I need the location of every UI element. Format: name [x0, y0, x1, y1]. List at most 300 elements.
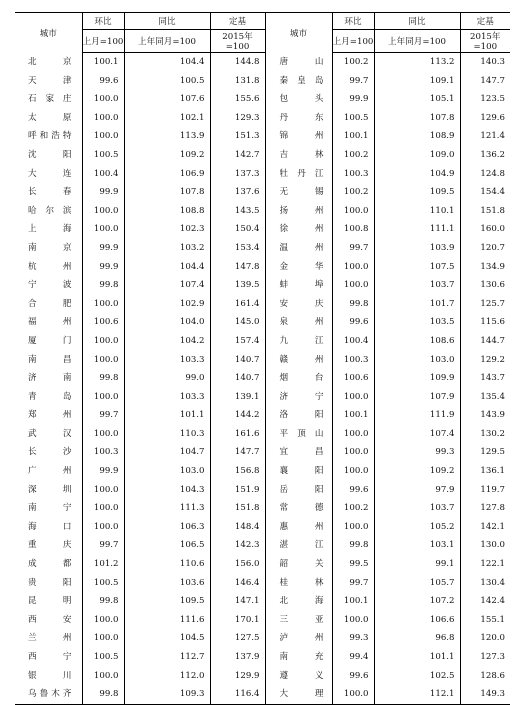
- left-base-cell: 161.6: [210, 425, 265, 444]
- right-city-cell: 常 德: [265, 499, 332, 518]
- table-row: [15, 90, 510, 109]
- right-yoy-cell: 107.5: [374, 258, 460, 277]
- right-city-cell: 惠 州: [265, 518, 332, 537]
- left-city-cell: 乌鲁木齐: [15, 685, 82, 704]
- left-base-cell: 146.4: [210, 574, 265, 593]
- left-yoy-cell: 104.0: [124, 313, 210, 332]
- right-city-cell: 湛 江: [265, 536, 332, 555]
- right-base-cell: 120.7: [460, 239, 510, 258]
- right-base-cell: 129.2: [460, 351, 510, 370]
- right-yoy-cell: 104.9: [374, 165, 460, 184]
- right-city-cell: 桂 林: [265, 574, 332, 593]
- left-base-cell: 140.7: [210, 369, 265, 388]
- left-city-cell: 西 安: [15, 611, 82, 630]
- left-mom-cell: 100.0: [93, 521, 119, 532]
- left-city-cell: 大 连: [15, 165, 82, 184]
- left-city-cell: 银 川: [15, 667, 82, 686]
- right-mom-cell: 99.4: [349, 652, 369, 662]
- right-mom-cell: 100.0: [343, 391, 369, 402]
- left-city-cell: 武 汉: [15, 425, 82, 444]
- header-base-sub-right: 2015年=100: [460, 30, 510, 53]
- right-mom-cell: 100.0: [343, 466, 369, 477]
- left-base-cell: 129.3: [210, 109, 265, 128]
- left-mom-cell: 100.0: [93, 614, 119, 625]
- table-row: [15, 443, 510, 462]
- header-base-left: 定基: [210, 13, 265, 30]
- right-city-cell: 温 州: [265, 239, 332, 258]
- left-base-cell: 144.2: [210, 406, 265, 425]
- left-base-cell: 142.7: [210, 146, 265, 165]
- right-base-cell: 119.7: [460, 481, 510, 500]
- left-base-cell: 137.6: [210, 183, 265, 202]
- table-row: [15, 499, 510, 518]
- right-mom-cell: 99.8: [349, 540, 369, 551]
- left-yoy-cell: 102.3: [124, 220, 210, 239]
- right-base-cell: 130.4: [460, 574, 510, 593]
- right-yoy-cell: 108.6: [374, 332, 460, 351]
- right-base-cell: 143.7: [460, 369, 510, 388]
- table-row: [15, 109, 510, 128]
- left-base-cell: 142.3: [210, 536, 265, 555]
- right-city-cell: 安 庆: [265, 295, 332, 314]
- left-city-cell: 长 沙: [15, 443, 82, 462]
- right-yoy-cell: 113.2: [374, 53, 460, 72]
- left-yoy-cell: 102.9: [124, 295, 210, 314]
- left-city-cell: 福 州: [15, 313, 82, 332]
- left-base-cell: 140.7: [210, 351, 265, 370]
- left-mom-cell: 100.5: [93, 149, 119, 160]
- right-yoy-cell: 107.2: [374, 592, 460, 611]
- left-city-cell: 海 口: [15, 518, 82, 537]
- left-mom-cell: 99.9: [99, 187, 119, 198]
- right-base-cell: 129.6: [460, 109, 510, 128]
- left-mom-cell: 100.0: [93, 428, 119, 439]
- right-city-cell: 宜 昌: [265, 443, 332, 462]
- table-row: [15, 295, 510, 314]
- left-yoy-cell: 110.6: [124, 555, 210, 574]
- left-city-cell: 深 圳: [15, 481, 82, 500]
- right-yoy-cell: 112.1: [374, 685, 460, 704]
- left-yoy-cell: 110.3: [124, 425, 210, 444]
- right-city-cell: 锦 州: [265, 127, 332, 146]
- right-base-cell: 115.6: [460, 313, 510, 332]
- right-mom-cell: 100.0: [343, 428, 369, 439]
- right-city-cell: 蚌 埠: [265, 276, 332, 295]
- left-city-cell: 广 州: [15, 462, 82, 481]
- left-city-cell: 天 津: [15, 72, 82, 91]
- right-base-cell: 130.2: [460, 425, 510, 444]
- right-yoy-cell: 110.1: [374, 202, 460, 221]
- right-mom-cell: 99.6: [349, 670, 369, 681]
- table-row: [15, 258, 510, 277]
- table-row: [15, 202, 510, 221]
- left-mom-cell: 100.0: [93, 298, 119, 309]
- left-city-cell: 南 昌: [15, 351, 82, 370]
- right-base-cell: 144.7: [460, 332, 510, 351]
- right-mom-cell: 100.2: [343, 187, 369, 198]
- right-yoy-cell: 103.0: [374, 351, 460, 370]
- left-city-cell: 兰 州: [15, 629, 82, 648]
- header-city-right: 城市: [265, 13, 332, 53]
- table-row: [15, 462, 510, 481]
- left-yoy-cell: 107.8: [124, 183, 210, 202]
- left-city-cell: 长 春: [15, 183, 82, 202]
- right-yoy-cell: 97.9: [374, 481, 460, 500]
- right-mom-cell: 99.6: [349, 317, 369, 328]
- left-base-cell: 151.8: [210, 499, 265, 518]
- right-yoy-cell: 99.1: [374, 555, 460, 574]
- left-base-cell: 156.8: [210, 462, 265, 481]
- right-city-cell: 烟 台: [265, 369, 332, 388]
- left-mom-cell: 101.2: [93, 559, 119, 570]
- right-yoy-cell: 96.8: [374, 629, 460, 648]
- right-yoy-cell: 103.5: [374, 313, 460, 332]
- left-yoy-cell: 106.3: [124, 518, 210, 537]
- left-mom-cell: 100.0: [93, 205, 119, 216]
- right-city-cell: 岳 阳: [265, 481, 332, 500]
- price-index-table: [15, 12, 510, 705]
- left-base-cell: 151.3: [210, 127, 265, 146]
- right-city-cell: 平顶山: [265, 425, 332, 444]
- right-yoy-cell: 103.7: [374, 499, 460, 518]
- right-city-cell: 韶 关: [265, 555, 332, 574]
- left-mom-cell: 99.9: [99, 242, 119, 253]
- right-mom-cell: 99.6: [349, 484, 369, 495]
- left-city-cell: 青 岛: [15, 388, 82, 407]
- right-city-cell: 扬 州: [265, 202, 332, 221]
- left-yoy-cell: 109.5: [124, 592, 210, 611]
- right-yoy-cell: 101.7: [374, 295, 460, 314]
- right-city-cell: 洛 阳: [265, 406, 332, 425]
- left-mom-cell: 100.4: [93, 168, 119, 179]
- right-base-cell: 129.5: [460, 443, 510, 462]
- right-yoy-cell: 105.1: [374, 90, 460, 109]
- right-base-cell: 136.1: [460, 462, 510, 481]
- right-city-cell: 大 理: [265, 685, 332, 704]
- right-mom-cell: 100.6: [343, 373, 369, 384]
- right-city-cell: 泉 州: [265, 313, 332, 332]
- right-base-cell: 124.8: [460, 165, 510, 184]
- right-mom-cell: 100.0: [343, 447, 369, 458]
- left-city-cell: 北 京: [15, 53, 82, 72]
- right-mom-cell: 100.3: [343, 168, 369, 179]
- right-base-cell: 147.7: [460, 72, 510, 91]
- right-mom-cell: 99.3: [349, 633, 369, 644]
- table-row: [15, 555, 510, 574]
- right-city-cell: 北 海: [265, 592, 332, 611]
- left-yoy-cell: 111.3: [124, 499, 210, 518]
- right-city-cell: 包 头: [265, 90, 332, 109]
- left-mom-cell: 99.8: [99, 596, 119, 607]
- table-row: [15, 685, 510, 704]
- right-yoy-cell: 102.5: [374, 667, 460, 686]
- left-base-cell: 170.1: [210, 611, 265, 630]
- header-base-sub-left: 2015年=100: [210, 30, 265, 53]
- right-city-cell: 吉 林: [265, 146, 332, 165]
- left-yoy-cell: 112.0: [124, 667, 210, 686]
- right-mom-cell: 100.1: [343, 131, 369, 142]
- right-city-cell: 襄 阳: [265, 462, 332, 481]
- left-yoy-cell: 101.1: [124, 406, 210, 425]
- left-mom-cell: 99.8: [82, 685, 124, 704]
- left-base-cell: 137.9: [210, 648, 265, 667]
- left-mom-cell: 100.0: [93, 484, 119, 495]
- left-yoy-cell: 104.4: [124, 53, 210, 72]
- table-row: [15, 53, 510, 72]
- left-yoy-cell: 109.3: [124, 685, 210, 704]
- left-yoy-cell: 104.2: [124, 332, 210, 351]
- left-city-cell: 上 海: [15, 220, 82, 239]
- right-yoy-cell: 109.0: [374, 146, 460, 165]
- left-yoy-cell: 103.2: [124, 239, 210, 258]
- right-mom-cell: 99.8: [349, 298, 369, 309]
- right-base-cell: 123.5: [460, 90, 510, 109]
- right-base-cell: 130.0: [460, 536, 510, 555]
- left-mom-cell: 100.5: [93, 577, 119, 588]
- right-yoy-cell: 107.8: [374, 109, 460, 128]
- right-yoy-cell: 105.7: [374, 574, 460, 593]
- right-mom-cell: 100.1: [343, 410, 369, 421]
- right-mom-cell: 100.3: [343, 354, 369, 365]
- table-row: [15, 536, 510, 555]
- header-yoy-left: 同比: [124, 13, 210, 30]
- right-mom-cell: 99.7: [349, 242, 369, 253]
- right-city-cell: 遵 义: [265, 667, 332, 686]
- right-city-cell: 丹 东: [265, 109, 332, 128]
- header-yoy-right: 同比: [374, 13, 460, 30]
- right-yoy-cell: 109.2: [374, 462, 460, 481]
- right-yoy-cell: 107.9: [374, 388, 460, 407]
- left-base-cell: 155.6: [210, 90, 265, 109]
- table-row: [15, 239, 510, 258]
- left-base-cell: 127.5: [210, 629, 265, 648]
- right-yoy-cell: 105.2: [374, 518, 460, 537]
- left-yoy-cell: 103.6: [124, 574, 210, 593]
- left-yoy-cell: 103.3: [124, 351, 210, 370]
- left-mom-cell: 100.0: [93, 131, 119, 142]
- left-base-cell: 137.3: [210, 165, 265, 184]
- left-base-cell: 148.4: [210, 518, 265, 537]
- right-city-cell: 牡丹江: [265, 165, 332, 184]
- right-city-cell: 九 江: [265, 332, 332, 351]
- left-yoy-cell: 104.4: [124, 258, 210, 277]
- right-yoy-cell: 109.5: [374, 183, 460, 202]
- table-row: [15, 351, 510, 370]
- right-base-cell: 135.4: [460, 388, 510, 407]
- table-row: [15, 332, 510, 351]
- right-yoy-cell: 111.9: [374, 406, 460, 425]
- left-city-cell: 沈 阳: [15, 146, 82, 165]
- left-city-cell: 南 宁: [15, 499, 82, 518]
- right-base-cell: 154.4: [460, 183, 510, 202]
- left-mom-cell: 99.6: [99, 75, 119, 86]
- left-base-cell: 144.8: [210, 53, 265, 72]
- table-row: [15, 127, 510, 146]
- left-city-cell: 石家庄: [15, 90, 82, 109]
- left-city-cell: 重 庆: [15, 536, 82, 555]
- left-yoy-cell: 109.2: [124, 146, 210, 165]
- right-base-cell: 120.0: [460, 629, 510, 648]
- right-base-cell: 121.4: [460, 127, 510, 146]
- table-row: [15, 165, 510, 184]
- right-mom-cell: 99.5: [349, 559, 369, 570]
- right-mom-cell: 100.2: [343, 503, 369, 514]
- left-mom-cell: 100.0: [93, 112, 119, 123]
- left-city-cell: 南 京: [15, 239, 82, 258]
- table-row: [15, 369, 510, 388]
- right-base-cell: 149.3: [460, 685, 510, 704]
- left-mom-cell: 100.1: [93, 57, 119, 67]
- left-city-cell: 合 肥: [15, 295, 82, 314]
- left-yoy-cell: 112.7: [124, 648, 210, 667]
- table-row: [15, 72, 510, 91]
- left-base-cell: 131.8: [210, 72, 265, 91]
- right-mom-cell: 100.2: [343, 57, 369, 67]
- table-row: [15, 518, 510, 537]
- table-row: [15, 592, 510, 611]
- right-mom-cell: 100.0: [332, 685, 374, 704]
- table-row: [15, 425, 510, 444]
- right-mom-cell: 99.7: [349, 577, 369, 588]
- table-row: [15, 183, 510, 202]
- right-city-cell: 无 锡: [265, 183, 332, 202]
- table-row: [15, 648, 510, 667]
- right-yoy-cell: 107.4: [374, 425, 460, 444]
- left-yoy-cell: 106.9: [124, 165, 210, 184]
- right-mom-cell: 100.0: [343, 280, 369, 291]
- table-row: [15, 276, 510, 295]
- left-mom-cell: 100.5: [93, 652, 119, 662]
- right-city-cell: 南 充: [265, 648, 332, 667]
- left-base-cell: 139.5: [210, 276, 265, 295]
- header-base-right: 定基: [460, 13, 510, 30]
- left-yoy-cell: 113.9: [124, 127, 210, 146]
- left-mom-cell: 100.0: [93, 633, 119, 644]
- right-yoy-cell: 108.9: [374, 127, 460, 146]
- left-base-cell: 151.9: [210, 481, 265, 500]
- right-base-cell: 143.9: [460, 406, 510, 425]
- right-base-cell: 151.8: [460, 202, 510, 221]
- left-city-cell: 宁 波: [15, 276, 82, 295]
- table-row: [15, 388, 510, 407]
- right-mom-cell: 100.0: [343, 205, 369, 216]
- left-base-cell: 147.8: [210, 258, 265, 277]
- left-city-cell: 厦 门: [15, 332, 82, 351]
- left-yoy-cell: 104.7: [124, 443, 210, 462]
- left-city-cell: 西 宁: [15, 648, 82, 667]
- left-city-cell: 太 原: [15, 109, 82, 128]
- header-yoy-sub-right: 上年同月=100: [374, 30, 460, 53]
- right-mom-cell: 100.2: [343, 149, 369, 160]
- left-base-cell: 129.9: [210, 667, 265, 686]
- right-city-cell: 唐 山: [265, 53, 332, 72]
- left-city-cell: 成 都: [15, 555, 82, 574]
- header-mom-sub-left: 上月=100: [82, 30, 124, 53]
- right-base-cell: 122.1: [460, 555, 510, 574]
- right-base-cell: 130.6: [460, 276, 510, 295]
- right-mom-cell: 100.5: [343, 112, 369, 123]
- left-yoy-cell: 108.8: [124, 202, 210, 221]
- left-mom-cell: 99.7: [99, 410, 119, 421]
- right-city-cell: 徐 州: [265, 220, 332, 239]
- right-yoy-cell: 103.9: [374, 239, 460, 258]
- left-city-cell: 哈尔滨: [15, 202, 82, 221]
- left-base-cell: 139.1: [210, 388, 265, 407]
- left-base-cell: 150.4: [210, 220, 265, 239]
- right-base-cell: 160.0: [460, 220, 510, 239]
- left-city-cell: 郑 州: [15, 406, 82, 425]
- right-yoy-cell: 109.9: [374, 369, 460, 388]
- left-base-cell: 156.0: [210, 555, 265, 574]
- left-mom-cell: 100.0: [93, 670, 119, 681]
- right-mom-cell: 99.7: [349, 75, 369, 86]
- left-mom-cell: 100.0: [93, 94, 119, 105]
- header-mom-sub-right: 上月=100: [332, 30, 374, 53]
- header-mom-left: 环比: [82, 13, 124, 30]
- left-base-cell: 153.4: [210, 239, 265, 258]
- right-base-cell: 142.4: [460, 592, 510, 611]
- right-mom-cell: 100.8: [343, 224, 369, 235]
- right-mom-cell: 100.0: [343, 261, 369, 272]
- left-mom-cell: 100.0: [93, 224, 119, 235]
- left-base-cell: 145.0: [210, 313, 265, 332]
- header-city-left: 城市: [15, 13, 82, 53]
- right-mom-cell: 100.4: [343, 335, 369, 346]
- table-row: [15, 629, 510, 648]
- right-base-cell: 142.1: [460, 518, 510, 537]
- left-city-cell: 杭 州: [15, 258, 82, 277]
- left-mom-cell: 100.0: [93, 503, 119, 514]
- right-base-cell: 127.3: [460, 648, 510, 667]
- left-mom-cell: 99.8: [99, 280, 119, 291]
- left-mom-cell: 99.7: [99, 540, 119, 551]
- left-mom-cell: 100.0: [93, 391, 119, 402]
- left-city-cell: 昆 明: [15, 592, 82, 611]
- table-row: [15, 146, 510, 165]
- left-yoy-cell: 102.1: [124, 109, 210, 128]
- right-base-cell: 136.2: [460, 146, 510, 165]
- left-base-cell: 116.4: [210, 685, 265, 704]
- left-yoy-cell: 106.5: [124, 536, 210, 555]
- right-base-cell: 155.1: [460, 611, 510, 630]
- left-mom-cell: 100.3: [93, 447, 119, 458]
- right-base-cell: 128.6: [460, 667, 510, 686]
- right-yoy-cell: 103.7: [374, 276, 460, 295]
- right-city-cell: 秦皇岛: [265, 72, 332, 91]
- left-yoy-cell: 99.0: [124, 369, 210, 388]
- left-mom-cell: 100.6: [93, 317, 119, 328]
- left-base-cell: 157.4: [210, 332, 265, 351]
- right-city-cell: 济 宁: [265, 388, 332, 407]
- left-base-cell: 161.4: [210, 295, 265, 314]
- left-mom-cell: 99.9: [99, 261, 119, 272]
- right-city-cell: 三 亚: [265, 611, 332, 630]
- left-yoy-cell: 107.4: [124, 276, 210, 295]
- left-mom-cell: 100.0: [93, 335, 119, 346]
- table-row: [15, 406, 510, 425]
- right-yoy-cell: 99.3: [374, 443, 460, 462]
- right-base-cell: 134.9: [460, 258, 510, 277]
- left-city-cell: 济 南: [15, 369, 82, 388]
- table-row: [15, 220, 510, 239]
- right-mom-cell: 100.0: [343, 614, 369, 625]
- right-yoy-cell: 106.6: [374, 611, 460, 630]
- right-city-cell: 赣 州: [265, 351, 332, 370]
- table-row: [15, 574, 510, 593]
- right-city-cell: 泸 州: [265, 629, 332, 648]
- right-base-cell: 125.7: [460, 295, 510, 314]
- right-base-cell: 127.8: [460, 499, 510, 518]
